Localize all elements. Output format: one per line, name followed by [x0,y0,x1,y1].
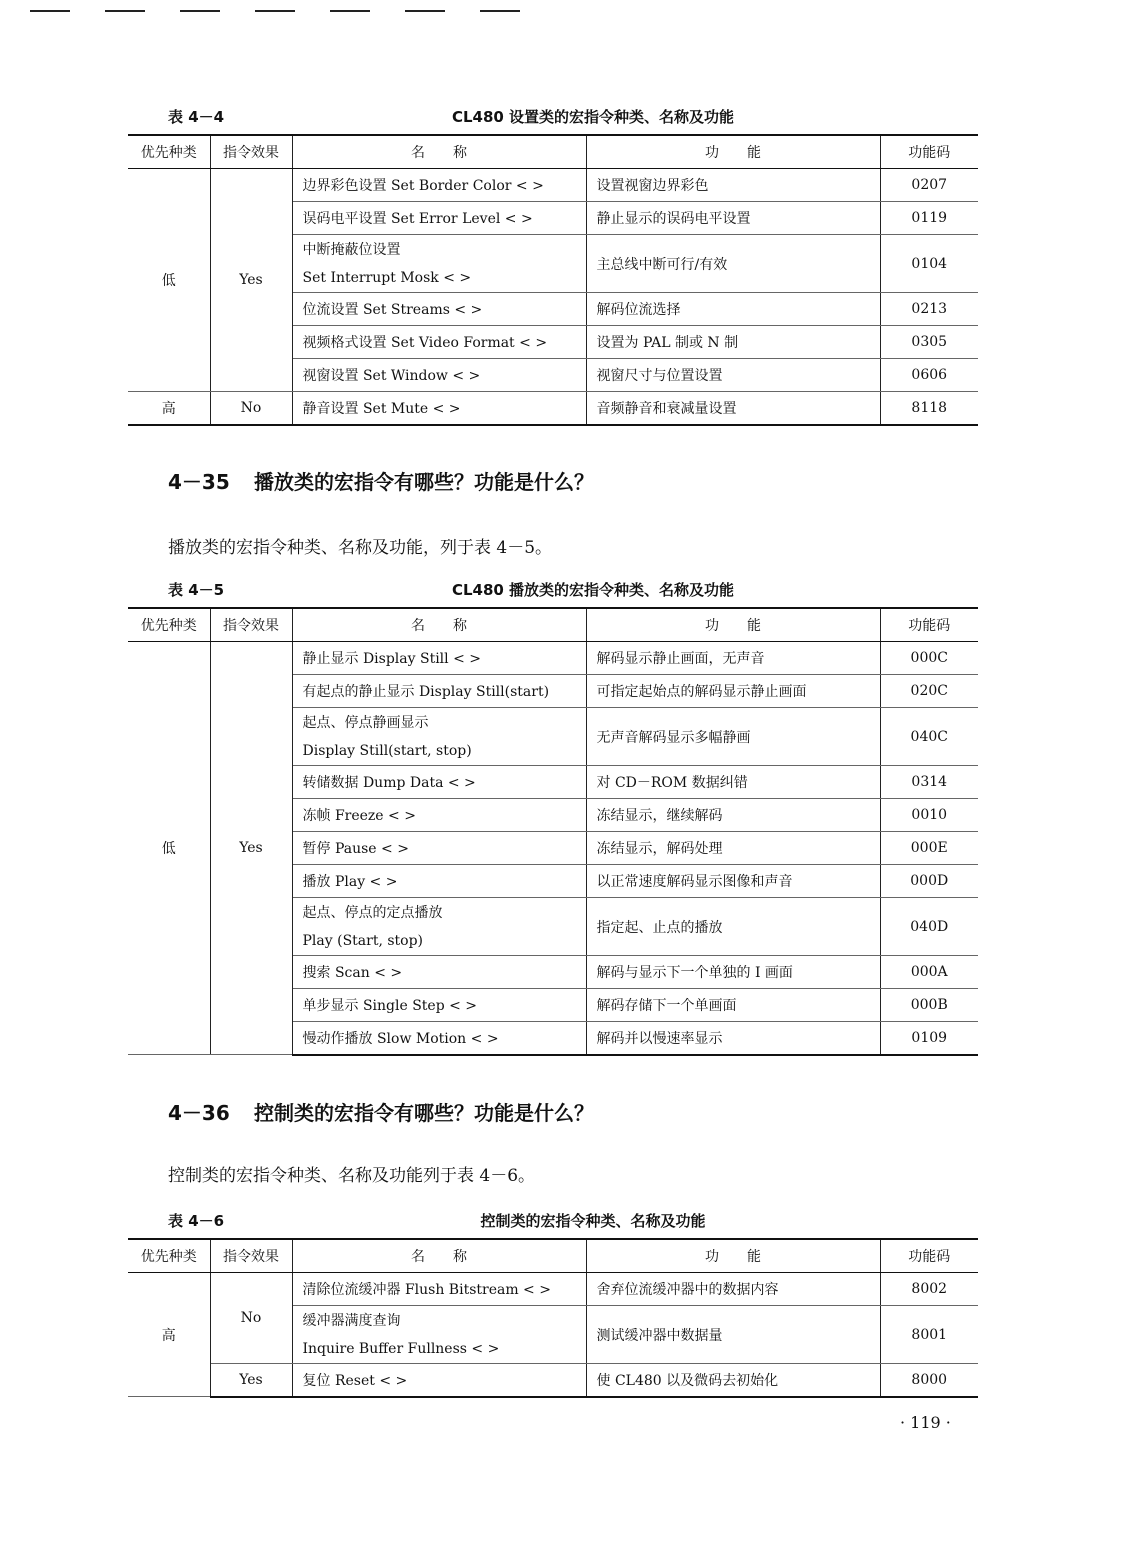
header-code: 功能码 [880,135,978,169]
name-cell: 搜索 Scan < > [292,956,586,989]
header-name: 名 称 [292,608,586,642]
page-number: · 119 · [900,1413,951,1432]
table-title: 控制类的宏指令种类、名称及功能 [480,1212,706,1230]
code-cell: 020C [880,675,978,708]
name-cell: 转储数据 Dump Data < > [292,766,586,799]
table-header-row [128,1239,978,1273]
code-cell: 0104 [880,235,978,293]
table-number: 表 4－5 [168,581,225,599]
name-cell: 误码电平设置 Set Error Level < > [292,202,586,235]
function-cell: 冻结显示，解码处理 [586,832,880,865]
name-cell: 暂停 Pause < > [292,832,586,865]
table-row [128,1364,978,1397]
table-4-4 [128,134,978,426]
header-code: 功能码 [880,1239,978,1273]
name-line: 起点、停点静画显示 [302,714,429,731]
name-line: Inquire Buffer Fullness < > [302,1340,500,1357]
code-cell: 000A [880,956,978,989]
top-rule [255,10,295,12]
name-cell: 清除位流缓冲器 Flush Bitstream < > [292,1273,586,1306]
code-cell: 0213 [880,293,978,326]
table-row [128,642,978,675]
section-paragraph: 播放类的宏指令种类、名称及功能，列于表 4－5。 [168,538,553,558]
header-effect: 指令效果 [210,135,292,169]
code-cell: 040C [880,708,978,766]
top-rule [105,10,145,12]
function-cell: 无声音解码显示多幅静画 [586,708,880,766]
function-cell: 音频静音和衰减量设置 [586,392,880,425]
header-function: 功 能 [586,135,880,169]
name-line: 中断掩蔽位设置 [302,241,401,258]
table-row [128,169,978,202]
function-cell: 设置为 PAL 制或 N 制 [586,326,880,359]
code-cell: 8002 [880,1273,978,1306]
table-header-row [128,608,978,642]
function-cell: 对 CD－ROM 数据纠错 [586,766,880,799]
code-cell: 000E [880,832,978,865]
name-cell: 单步显示 Single Step < > [292,989,586,1022]
function-cell: 视窗尺寸与位置设置 [586,359,880,392]
name-cell: 慢动作播放 Slow Motion < > [292,1022,586,1055]
name-cell: 静止显示 Display Still < > [292,642,586,675]
priority-cell: 高 [128,1273,210,1397]
name-cell: 边界彩色设置 Set Border Color < > [292,169,586,202]
table-row [128,392,978,425]
header-function: 功 能 [586,1239,880,1273]
effect-cell: Yes [210,169,292,392]
header-effect: 指令效果 [210,608,292,642]
section-paragraph: 控制类的宏指令种类、名称及功能列于表 4－6。 [168,1166,536,1186]
code-cell: 0119 [880,202,978,235]
code-cell: 0606 [880,359,978,392]
name-cell: 复位 Reset < > [292,1364,586,1397]
function-cell: 解码显示静止画面，无声音 [586,642,880,675]
effect-cell: Yes [210,642,292,1055]
code-cell: 0305 [880,326,978,359]
table-row [128,1273,978,1306]
name-cell [292,235,586,293]
priority-cell: 高 [128,392,210,425]
code-cell: 0207 [880,169,978,202]
name-line: Set Interrupt Mosk < > [302,269,472,286]
header-effect: 指令效果 [210,1239,292,1273]
top-rule [30,10,70,12]
function-cell: 静止显示的误码电平设置 [586,202,880,235]
header-code: 功能码 [880,608,978,642]
effect-cell: No [210,1273,292,1364]
section-title: 控制类的宏指令有哪些？功能是什么？ [254,1101,594,1125]
header-function: 功 能 [586,608,880,642]
table-number: 表 4－4 [168,108,225,126]
code-cell: 0010 [880,799,978,832]
name-cell: 视窗设置 Set Window < > [292,359,586,392]
header-priority: 优先种类 [128,1239,210,1273]
function-cell: 主总线中断可行/有效 [586,235,880,293]
table-title: CL480 播放类的宏指令种类、名称及功能 [451,581,735,599]
top-rule [405,10,445,12]
table-number: 表 4－6 [168,1212,225,1230]
function-cell: 解码与显示下一个单独的 I 画面 [586,956,880,989]
code-cell: 000C [880,642,978,675]
table-4-5 [128,607,978,1056]
section-title: 播放类的宏指令有哪些？功能是什么？ [254,470,594,494]
function-cell: 使 CL480 以及微码去初始化 [586,1364,880,1397]
section-heading-4-36 [168,1097,594,1126]
header-priority: 优先种类 [128,608,210,642]
code-cell: 8000 [880,1364,978,1397]
name-cell: 视频格式设置 Set Video Format < > [292,326,586,359]
code-cell: 000B [880,989,978,1022]
function-cell: 解码位流选择 [586,293,880,326]
function-cell: 舍弃位流缓冲器中的数据内容 [586,1273,880,1306]
effect-cell: Yes [210,1364,292,1397]
code-cell: 0109 [880,1022,978,1055]
priority-cell: 低 [128,169,210,392]
function-cell: 以正常速度解码显示图像和声音 [586,865,880,898]
function-cell: 指定起、止点的播放 [586,898,880,956]
name-cell: 位流设置 Set Streams < > [292,293,586,326]
code-cell: 000D [880,865,978,898]
function-cell: 测试缓冲器中数据量 [586,1306,880,1364]
name-cell: 冻帧 Freeze < > [292,799,586,832]
function-cell: 解码存储下一个单画面 [586,989,880,1022]
name-line: 缓冲器满度查询 [302,1312,401,1329]
top-rule [330,10,370,12]
code-cell: 040D [880,898,978,956]
header-priority: 优先种类 [128,135,210,169]
header-name: 名 称 [292,135,586,169]
name-cell [292,1306,586,1364]
table-header-row [128,135,978,169]
header-name: 名 称 [292,1239,586,1273]
name-cell [292,708,586,766]
name-cell: 有起点的静止显示 Display Still(start) [292,675,586,708]
function-cell: 设置视窗边界彩色 [586,169,880,202]
table-4-6 [128,1238,978,1398]
function-cell: 可指定起始点的解码显示静止画面 [586,675,880,708]
code-cell: 8001 [880,1306,978,1364]
function-cell: 解码并以慢速率显示 [586,1022,880,1055]
name-line: Play (Start, stop) [302,932,424,949]
function-cell: 冻结显示，继续解码 [586,799,880,832]
section-heading-4-35 [168,466,594,495]
effect-cell: No [210,392,292,425]
priority-cell: 低 [128,642,210,1055]
code-cell: 0314 [880,766,978,799]
name-cell: 播放 Play < > [292,865,586,898]
name-cell: 静音设置 Set Mute < > [292,392,586,425]
name-line: 起点、停点的定点播放 [302,904,443,921]
name-cell [292,898,586,956]
code-cell: 8118 [880,392,978,425]
section-number: 4－35 [168,470,230,494]
top-rule [480,10,520,12]
name-line: Display Still(start, stop) [302,742,472,759]
section-number: 4－36 [168,1101,230,1125]
top-rule [180,10,220,12]
table-title: CL480 设置类的宏指令种类、名称及功能 [451,108,735,126]
